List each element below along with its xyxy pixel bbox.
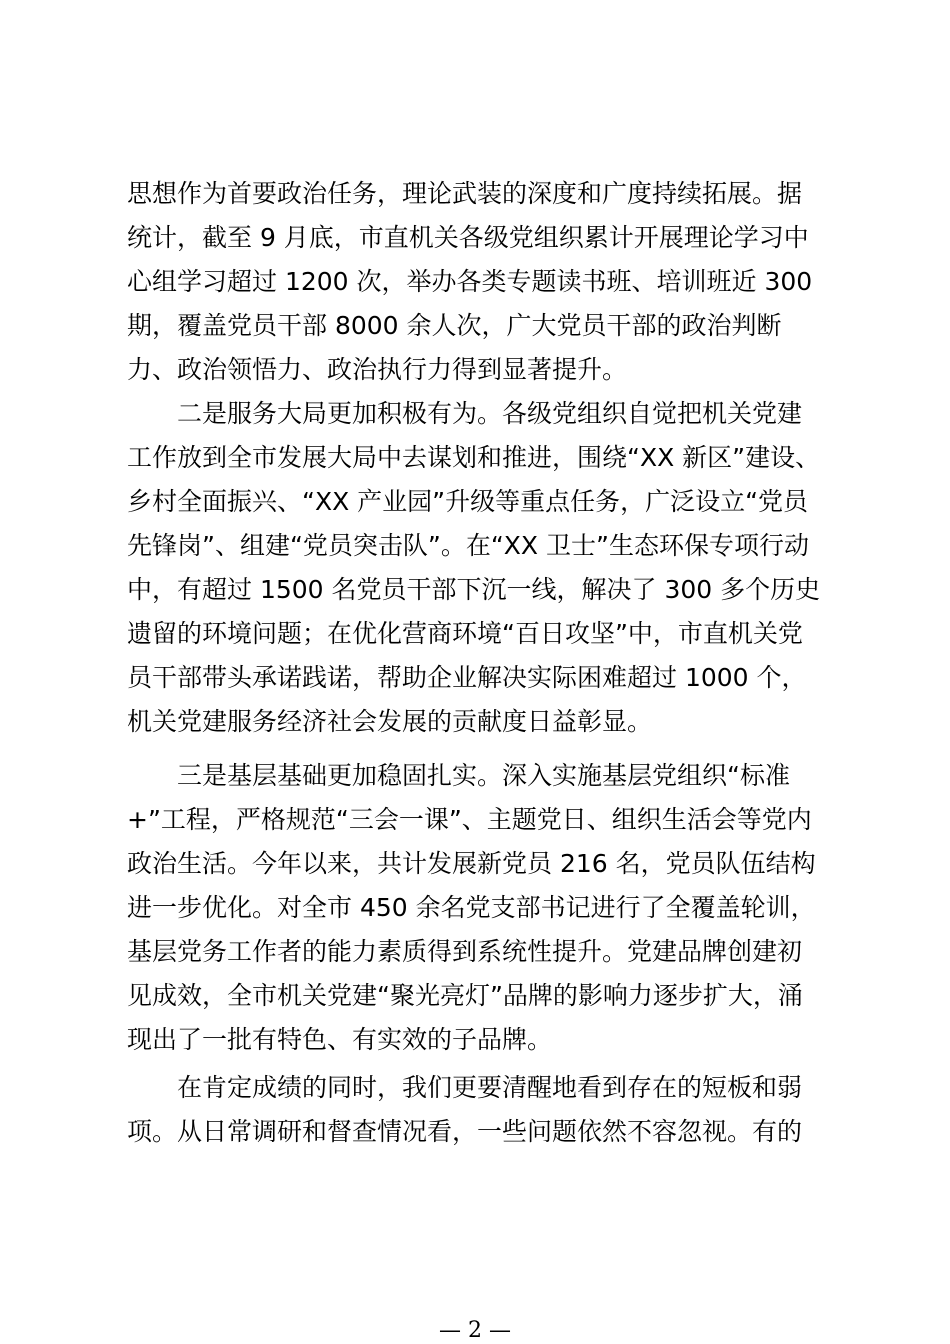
text-line: 力、政治领悟力、政治执行力得到显著提升。 <box>127 355 628 384</box>
text-line: 现出了一批有特色、有实效的子品牌。 <box>127 1025 553 1054</box>
text-line: 基层党务工作者的能力素质得到系统性提升。党建品牌创建初 <box>127 937 803 966</box>
text-line: 中，有超过 1500 名党员干部下沉一线，解决了 300 多个历史 <box>127 575 821 604</box>
text-line: 见成效，全市机关党建“聚光亮灯”品牌的影响力逐步扩大，涌 <box>127 981 803 1010</box>
paragraph-start-line: 在肯定成绩的同时，我们更要清醒地看到存在的短板和弱 <box>177 1073 803 1102</box>
paragraph-start-line: 二是服务大局更加积极有为。各级党组织自觉把机关党建 <box>177 399 803 428</box>
text-line: 政治生活。今年以来，共计发展新党员 216 名，党员队伍结构 <box>127 849 816 878</box>
text-line: 先锋岗”、组建“党员突击队”。在“XX 卫士”生态环保专项行动 <box>127 531 809 560</box>
text-line: 期，覆盖党员干部 8000 余人次，广大党员干部的政治判断 <box>127 311 782 340</box>
page-number: — 2 — <box>439 1318 511 1343</box>
text-line: 心组学习超过 1200 次，举办各类专题读书班、培训班近 300 <box>127 267 813 296</box>
text-line: 统计，截至 9 月底，市直机关各级党组织累计开展理论学习中 <box>127 223 809 252</box>
text-line: 乡村全面振兴、“XX 产业园”升级等重点任务，广泛设立“党员 <box>127 487 809 516</box>
paragraph-start-line: 三是基层基础更加稳固扎实。深入实施基层党组织“标准 <box>177 761 790 790</box>
text-line: 进一步优化。对全市 450 余名党支部书记进行了全覆盖轮训， <box>127 893 816 922</box>
text-line: 工作放到全市发展大局中去谋划和推进，围绕“XX 新区”建设、 <box>127 443 821 472</box>
text-line: 员干部带头承诺践诺，帮助企业解决实际困难超过 1000 个， <box>127 663 807 692</box>
text-line: 机关党建服务经济社会发展的贡献度日益彰显。 <box>127 707 653 736</box>
text-line: 项。从日常调研和督查情况看，一些问题依然不容忽视。有的 <box>127 1117 803 1146</box>
text-line: +”工程，严格规范“三会一课”、主题党日、组织生活会等党内 <box>127 805 812 834</box>
text-line: 思想作为首要政治任务，理论武装的深度和广度持续拓展。据 <box>127 179 803 208</box>
text-line: 遗留的环境问题；在优化营商环境“百日攻坚”中，市直机关党 <box>127 619 803 648</box>
